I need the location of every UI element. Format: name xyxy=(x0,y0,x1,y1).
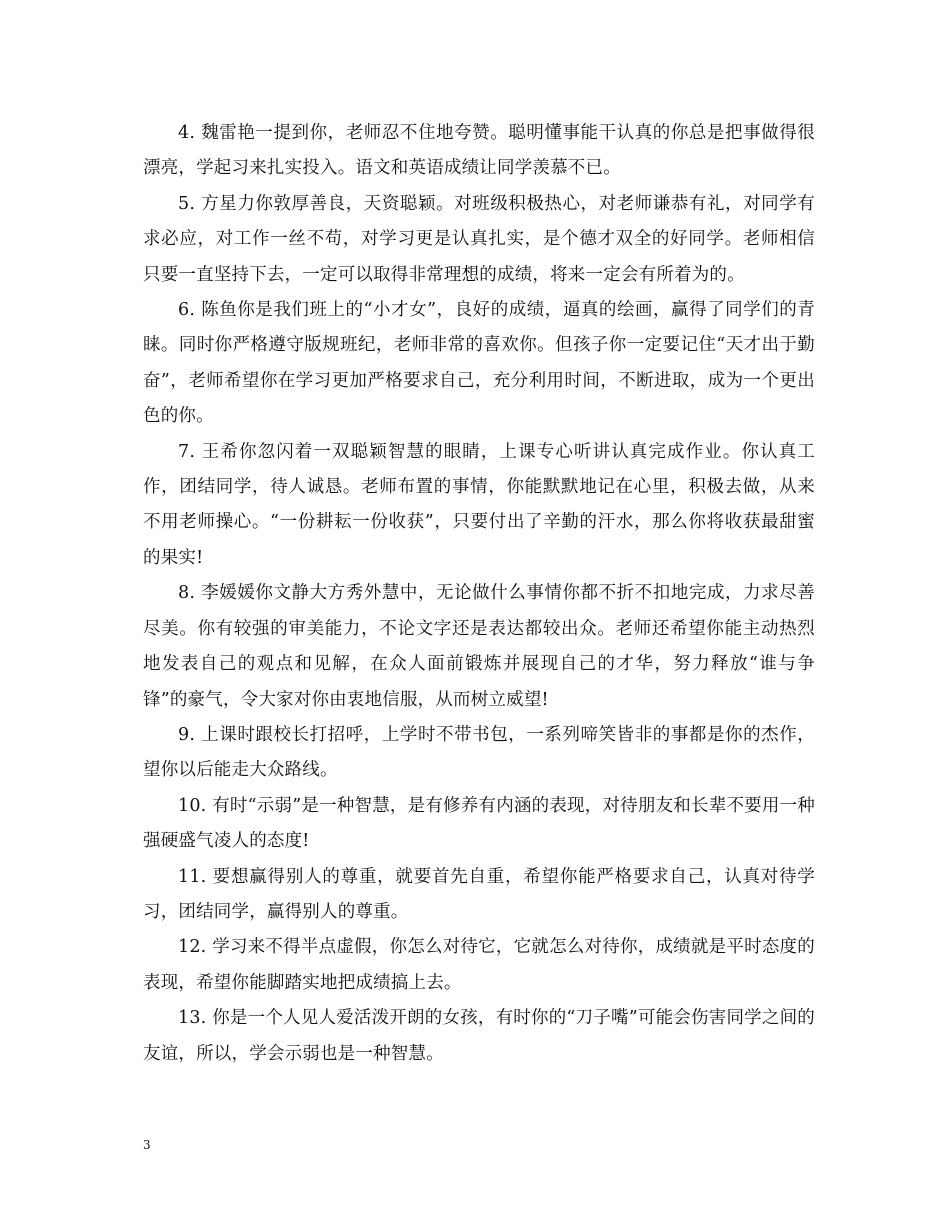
page-number: 3 xyxy=(143,1138,151,1152)
document-body xyxy=(143,116,815,1072)
comment-paragraph-11: 11. 要想赢得别人的尊重，就要首先自重，希望你能严格要求自己，认真对待学习，团结同学，赢得别人的尊重。 xyxy=(143,866,815,922)
comment-paragraph-4: 4. 魏雷艳一提到你，老师忍不住地夸赞。聪明懂事能干认真的你总是把事做得很漂亮，学起习来扎实投入。语文和英语成绩让同学羡慕不已。 xyxy=(143,123,815,179)
comment-paragraph-13: 13. 你是一个人见人爱活泼开朗的女孩，有时你的“刀子嘴”可能会伤害同学之间的友谊，所以，学会示弱也是一种智慧。 xyxy=(143,1008,815,1064)
comment-paragraph-7: 7. 王希你忽闪着一双聪颖智慧的眼睛，上课专心听讲认真完成作业。你认真工作，团结同学，待人诚恳。老师布置的事情，你能默默地记在心里，积极去做，从来不用老师操心。“一份耕耘一份收获”，只要付出了辛勤的汗水，那么你将收获最甜蜜的果实! xyxy=(143,441,815,568)
comment-paragraph-9: 9. 上课时跟校长打招呼，上学时不带书包，一系列啼笑皆非的事都是你的杰作，望你以后能走大众路线。 xyxy=(143,724,815,781)
comment-paragraph-8: 8. 李媛媛你文静大方秀外慧中，无论做什么事情你都不折不扣地完成，力求尽善尽美。你有较强的审美能力，不论文字还是表达都较出众。老师还希望你能主动热烈地发表自己的观点和见解，在众人面前锻炼并展现自己的才华，努力释放“谁与争锋”的豪气，令大家对你由衷地信服，从而树立威望! xyxy=(143,583,815,710)
comment-paragraph-10: 10. 有时“示弱”是一种智慧，是有修养有内涵的表现，对待朋友和长辈不要用一种强硬盛气凌人的态度! xyxy=(143,795,815,852)
comment-paragraph-12: 12. 学习来不得半点虚假，你怎么对待它，它就怎么对待你，成绩就是平时态度的表现，希望你能脚踏实地把成绩搞上去。 xyxy=(143,937,815,993)
comment-paragraph-6: 6. 陈鱼你是我们班上的“小才女”，良好的成绩，逼真的绘画，赢得了同学们的青睐。同时你严格遵守版规班纪，老师非常的喜欢你。但孩子你一定要记住“天才出于勤奋”，老师希望你在学习更加严格要求自己，充分利用时间，不断进取，成为一个更出色的你。 xyxy=(143,300,815,427)
comment-paragraph-5: 5. 方星力你敦厚善良，天资聪颖。对班级积极热心，对老师谦恭有礼，对同学有求必应，对工作一丝不苟，对学习更是认真扎实，是个德才双全的好同学。老师相信只要一直坚持下去，一定可以取得非常理想的成绩，将来一定会有所着为的。 xyxy=(143,193,815,285)
